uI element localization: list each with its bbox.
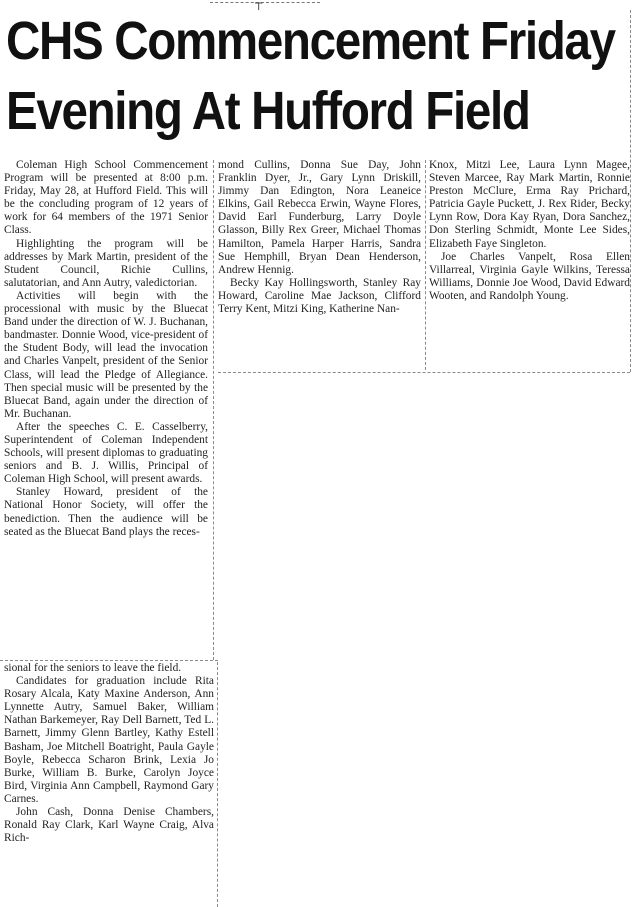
- headline-line-1: CHS Commencement Friday: [6, 11, 615, 71]
- headline: [6, 6, 615, 146]
- paragraph: After the speeches C. E. Casselberry, Superintendent of Coleman Independent Schools, will present diplomas to graduating seniors and B. J. Willis, Principal of Coleman High School, will present awards.: [4, 420, 208, 486]
- article-column-2: [218, 159, 421, 316]
- paragraph: Joe Charles Vanpelt, Rosa Ellen Villarreal, Virginia Gayle Wilkins, Teressa Williams, Donnie Joe Wood, David Edward Wooten, and Randolph Young.: [429, 250, 630, 302]
- paragraph: Activities will begin with the processional with music by the Bluecat Band under the direction of W. J. Buchanan, bandmaster. Donnie Wood, vice-president of the Student Body, will lead the invocation and Charles Vanpelt, president of the Senior Class, will lead the Pledge of Allegiance. Then special music will be presented by the Bluecat Band, again under the direction of Mr. Buchanan.: [4, 289, 208, 420]
- column-divider: [425, 160, 426, 370]
- headline-line-2: Evening At Hufford Field: [6, 81, 530, 141]
- top-clip-edge: [210, 2, 320, 3]
- bottom-cut-line: [218, 372, 630, 373]
- right-cut-edge: [630, 10, 631, 372]
- paragraph: Becky Kay Hollingsworth, Stanley Ray Howard, Caroline Mae Jackson, Clifford Terry Kent, Mitzi King, Katherine Nan-: [218, 276, 421, 316]
- article-column-3: [429, 159, 630, 303]
- column-1-cut-line: [0, 660, 218, 661]
- paragraph: Stanley Howard, president of the National Honor Society, will offer the benediction. Then the audience will be seated as the Bluecat Band plays the reces-: [4, 486, 208, 538]
- paragraph: Coleman High School Commencement Program will be presented at 8:00 p.m. Friday, May 28, at Hufford Field. This will be the concluding program of 12 years of work for 64 members of the 1971 Senior Class.: [4, 159, 208, 237]
- paragraph: Highlighting the program will be addresses by Mark Martin, president of the Student Council, Richie Cullins, salutatorian, and Ann Autry, valedictorian.: [4, 237, 208, 289]
- clip-mark: ┬: [255, 0, 263, 10]
- paragraph: John Cash, Donna Denise Chambers, Ronald Ray Clark, Karl Wayne Craig, Alva Rich-: [4, 806, 214, 845]
- article-column-1: [4, 159, 208, 662]
- paragraph: sional for the seniors to leave the field.: [4, 662, 182, 674]
- column-divider: [217, 662, 218, 907]
- paragraph: Candidates for graduation include Rita Rosary Alcala, Katy Maxine Anderson, Ann Lynnette Autry, Samuel Baker, William Nathan Barkemeyer, Ray Dell Barnett, Ted L. Barnett, Jimmy Glenn Bartley, Kathy Estell Basham, Joe Mitchell Boatright, Paula Gayle Boyle, Rebecca Scharon Brink, Lexia Jo Burke, William B. Burke, Carolyn Joyce Bird, Virginia Ann Campbell, Raymond Gary Carnes.: [4, 675, 214, 805]
- article-column-1-continued: [4, 662, 214, 845]
- paragraph: mond Cullins, Donna Sue Day, John Franklin Dyer, Jr., Gary Lynn Driskill, Jimmy Dan Edington, Nora Leaneice Elkins, Gail Rebecca Erwin, Wayne Flores, David Earl Funderburg, Larry Doyle Glasson, Billy Rex Greer, Michael Thomas Hamilton, Pamela Harper Harris, Sandra Sue Hemphill, Bryan Dean Henderson, Andrew Hennig.: [218, 159, 421, 276]
- paragraph: Knox, Mitzi Lee, Laura Lynn Magee, Steven Marcee, Ray Mark Martin, Ronnie Preston McClure, Erma Ray Prichard, Patricia Gayle Puckett, J. Rex Rider, Becky Lynn Row, Dora Kay Ryan, Dora Sanchez, Don Sterling Schmidt, Monte Lee Sides, Elizabeth Faye Singleton.: [429, 159, 630, 250]
- column-divider: [213, 160, 214, 660]
